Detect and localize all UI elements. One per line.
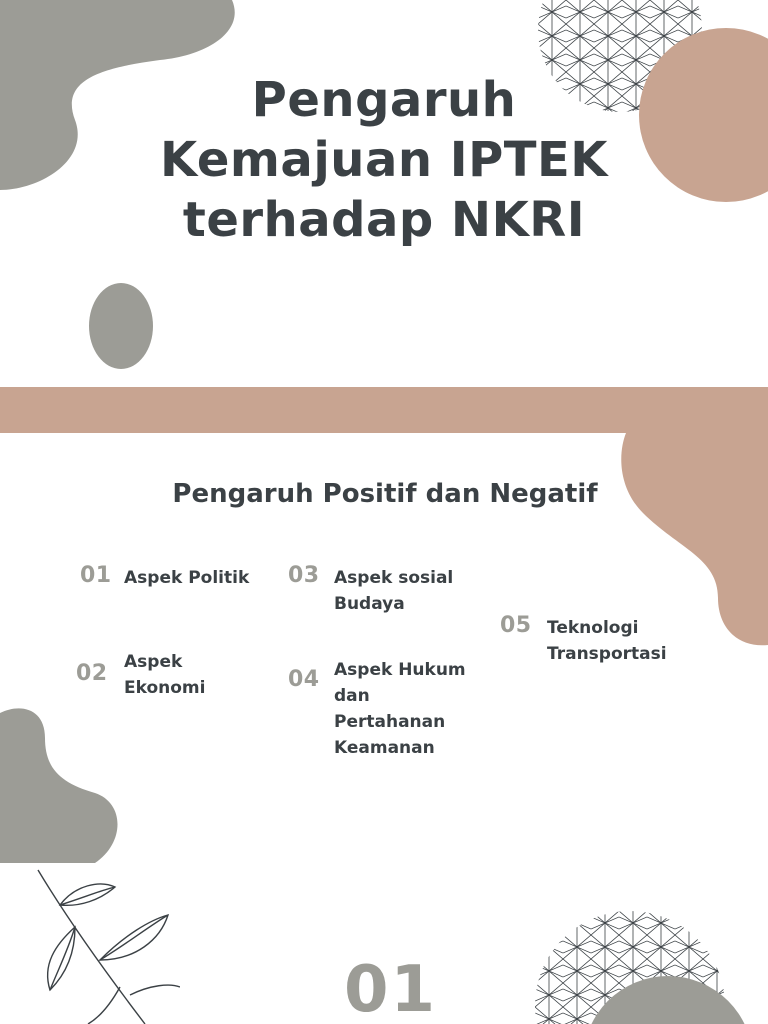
slide-title — [84, 70, 684, 250]
slide-divider — [0, 387, 768, 433]
title-slide — [0, 0, 768, 387]
list-item — [288, 655, 488, 765]
item-number: 04 — [288, 667, 320, 692]
item-label: Aspek Hukum dan Pertahanan Keamanan — [334, 660, 466, 758]
item-label: Aspek Politik — [124, 568, 250, 588]
item-number: 03 — [288, 563, 320, 588]
content-slide — [0, 433, 768, 1024]
item-number: 01 — [80, 563, 112, 588]
item-label: Teknologi Transportasi — [547, 618, 667, 664]
grey-semicircle-bottom — [588, 976, 753, 1024]
list-item — [76, 652, 246, 713]
list-item — [80, 563, 280, 593]
item-number: 05 — [500, 613, 532, 638]
grey-oval — [88, 282, 154, 370]
item-label: Aspek sosial Budaya — [334, 568, 454, 614]
title-line-1: Pengaruh — [251, 72, 517, 128]
next-slide-number: 01 — [344, 953, 438, 1024]
item-number: 02 — [76, 661, 108, 686]
leaf-branch-illustration — [30, 865, 180, 1024]
title-line-2: Kemajuan IPTEK — [160, 132, 608, 188]
grey-blob-left — [0, 703, 120, 863]
list-item — [500, 613, 700, 669]
title-line-3: terhadap NKRI — [182, 192, 586, 248]
list-item — [288, 563, 488, 619]
section-heading: Pengaruh Positif dan Negatif — [172, 479, 598, 509]
item-label: Aspek Ekonomi — [124, 652, 206, 698]
